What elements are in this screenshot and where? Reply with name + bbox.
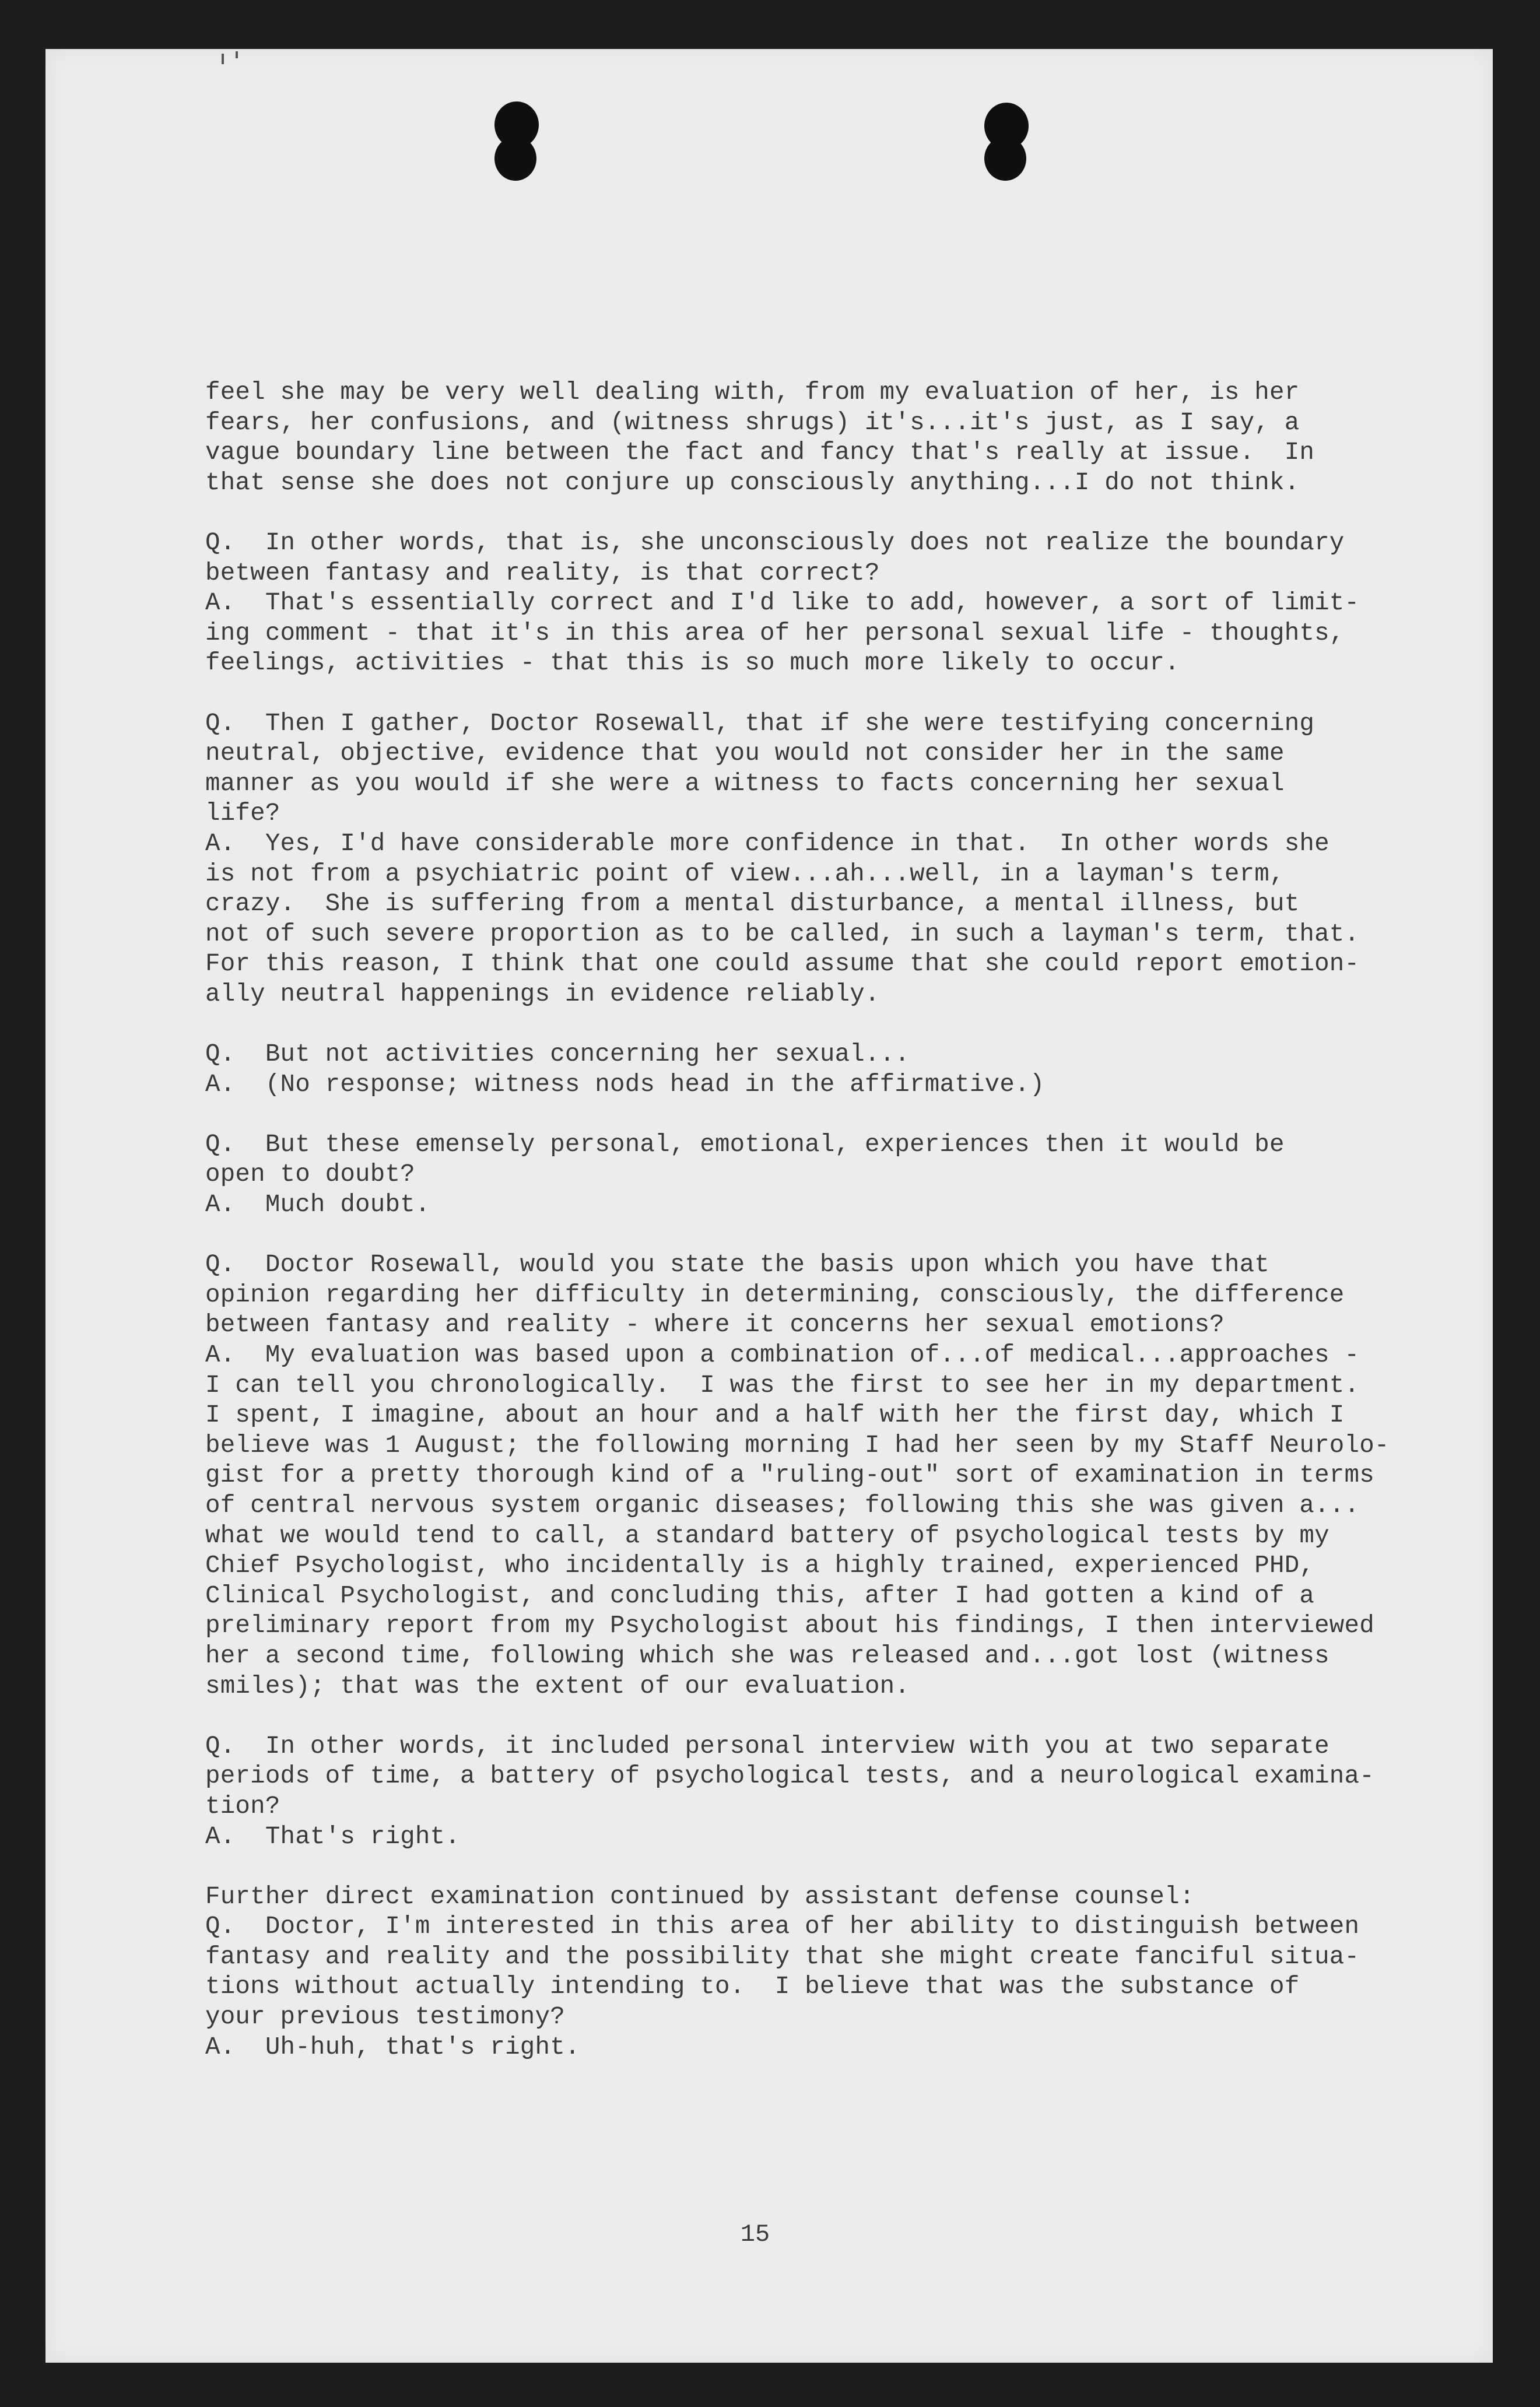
transcript-body [205,378,1430,2093]
transcript-paragraph: Q. In other words, that is, she unconsciously does not realize the boundary between fantasy and reality, is that correct? A. That's essentially correct and I'd like to add, however, a sort of limit- ing comment - that it's in this area of her personal sexual life - thoughts, feelings, activities - that this is so much more likely to occur. [205,528,1360,678]
transcript-paragraph: feel she may be very well dealing with, from my evaluation of her, is her fears, her confusions, and (witness shrugs) it's...it's just, as I say, a vague boundary line between the fact and fancy that's really at issue. In that sense she does not conjure up consciously anything...I do not think. [205,378,1315,497]
transcript-paragraph: Q. But these emensely personal, emotional, experiences then it would be open to doubt? A. Much doubt. [205,1130,1285,1219]
margin-mark [222,54,224,64]
page-number: 15 [740,2220,770,2248]
transcript-paragraph: Q. But not activities concerning her sexual... A. (No response; witness nods head in the affirmative.) [205,1040,1045,1099]
transcript-paragraph: Q. In other words, it included personal interview with you at two separate periods of time, a battery of psychological tests, and a neurological examina- tion? A. That's right. [205,1732,1374,1851]
transcript-paragraph: Further direct examination continued by assistant defense counsel: Q. Doctor, I'm interested in this area of her ability to distinguish between fantasy and reality and the possibility that she might create fanciful situa- tions without actually intending to. I believe that was the substance of your previous testimony? A. Uh-huh, that's right. [205,1882,1360,2061]
binder-hole-right [984,136,1026,181]
transcript-paragraph: Q. Doctor Rosewall, would you state the basis upon which you have that opinion regarding her difficulty in determining, consciously, the difference between fantasy and reality - where it concerns her sexual emotions? A. My evaluation was based upon a combination of...of medical...approaches - I can tell you chronologically. I was the first to see her in my department. I spent, I imagine, about an hour and a half with her the first day, which I believe was 1 August; the following morning I had her seen by my Staff Neurolo- gist for a pretty thorough kind of a "ruling-out" sort of examination in terms of central nervous system organic diseases; following this she was given a... what we would tend to call, a standard battery of psychological tests by my Chief Psychologist, who incidentally is a highly trained, experienced PHD, Clinical Psychologist, and concluding this, after I had gotten a kind of a preliminary report from my Psychologist about his findings, I then interviewed her a second time, following which she was released and...got lost (witness smiles); that was the extent of our evaluation. [205,1251,1390,1700]
margin-mark [236,51,238,58]
binder-hole-left [494,136,536,181]
transcript-paragraph: Q. Then I gather, Doctor Rosewall, that if she were testifying concerning neutral, objective, evidence that you would not consider her in the same manner as you would if she were a witness to facts concerning her sexual life? A. Yes, I'd have considerable more confidence in that. In other words she is not from a psychiatric point of view...ah...well, in a layman's term, crazy. She is suffering from a mental disturbance, a mental illness, but not of such severe proportion as to be called, in such a layman's term, that. For this reason, I think that one could assume that she could report emotion- ally neutral happenings in evidence reliably. [205,709,1360,1008]
